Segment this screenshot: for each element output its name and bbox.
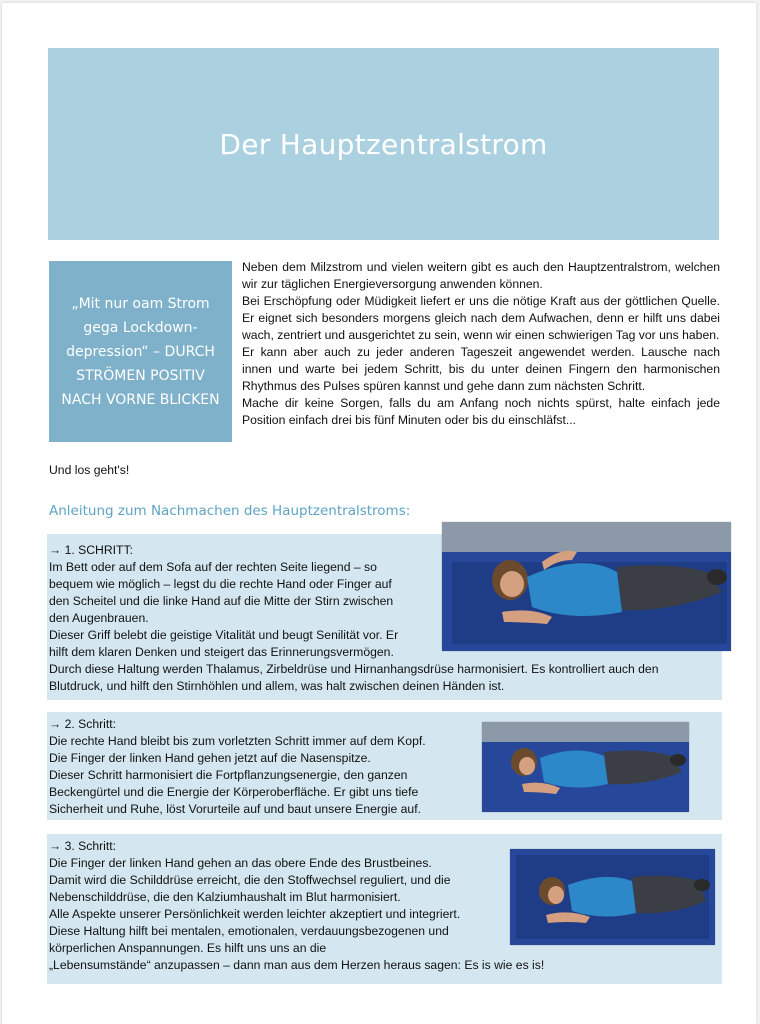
step-line: Die Finger der linken Hand gehen jetzt auf die Nasenspitze.	[49, 751, 371, 765]
step-1-photo	[442, 522, 731, 651]
instructions-heading: Anleitung zum Nachmachen des Hauptzentralstroms:	[49, 503, 411, 519]
quote-text: „Mit nur oam Strom gega Lockdown-depression“ – DURCH STRÖMEN POSITIV NACH VORNE BLICKEN	[61, 295, 220, 408]
step-line: „Lebensumstände“ anzupassen – dann man aus dem Herzen heraus sagen: Es is wie es is!	[49, 958, 545, 972]
step-3-photo	[510, 849, 715, 945]
step-line: Durch diese Haltung werden Thalamus, Zirbeldrüse und Hirnanhangsdrüse harmonisiert. Es kontrolliert auch den	[49, 662, 659, 676]
step-line: Im Bett oder auf dem Sofa auf der rechten Seite liegend – so	[49, 560, 377, 574]
step-line: hilft dem klaren Denken und steigert das Erinnerungsvermögen.	[49, 645, 394, 659]
step-line: Alle Aspekte unserer Persönlichkeit werden leichter akzeptiert und integriert.	[49, 907, 461, 921]
intro-paragraph: Mache dir keine Sorgen, falls du am Anfang noch nichts spürst, halte einfach jede Position einfach drei bis fünf Minuten oder bis du einschläfst...	[242, 396, 720, 427]
step-2-photo	[482, 722, 689, 812]
step-line: Dieser Griff belebt die geistige Vitalität und beugt Senilität vor. Er	[49, 628, 399, 642]
step-line: bequem wie möglich – legst du die rechte Hand oder Finger auf	[49, 577, 392, 591]
intro-paragraph: Neben dem Milzstrom und vielen weitern gibt es auch den Hauptzentralstrom, welchen wir zur täglichen Energieversorgung anwenden können.	[242, 260, 720, 291]
intro-text	[242, 259, 720, 429]
step-heading: → 3. Schritt:	[49, 839, 117, 853]
step-line: körperlichen Anspannungen. Es hilft uns uns an die	[49, 941, 327, 955]
step-line: Sicherheit und Ruhe, löst Vorurteile auf und baut unsere Energie auf.	[49, 802, 421, 816]
step-line: Nebenschilddrüse, die den Kalziumhaushalt im Blut harmonisiert.	[49, 890, 401, 904]
intro-paragraph: Bei Erschöpfung oder Müdigkeit liefert er uns die nötige Kraft aus der göttlichen Quelle. Er eignet sich besonders morgens gleich nach dem Aufwachen, denn er hilft uns dabei wach, zentriert und ausgerichtet zu sein, wenn wir einen schwierigen Tag vor uns haben.	[242, 294, 720, 342]
page-title: Der Hauptzentralstrom	[219, 127, 548, 161]
step-line: Damit wird die Schilddrüse erreicht, die den Stoffwechsel reguliert, und die	[49, 873, 451, 887]
step-line: den Scheitel und die linke Hand auf die Mitte der Stirn zwischen	[49, 594, 394, 608]
start-line: Und los geht's!	[49, 463, 130, 477]
step-line: Dieser Schritt harmonisiert die Fortpflanzungsenergie, den ganzen	[49, 768, 408, 782]
step-heading: → 2. Schritt:	[49, 717, 117, 731]
step-line: Beckengürtel und die Energie der Körperoberfläche. Er gibt uns tiefe	[49, 785, 419, 799]
step-heading: → 1. SCHRITT:	[49, 543, 133, 557]
step-line: den Augenbrauen.	[49, 611, 149, 625]
step-line: Die Finger der linken Hand gehen an das obere Ende des Brustbeines.	[49, 856, 432, 870]
document-page	[2, 3, 756, 1024]
step-line: Diese Haltung hilft bei mentalen, emotionalen, verdauungsbezogenen und	[49, 924, 449, 938]
step-line: Blutdruck, und hilft den Stirnhöhlen und allem, was halt zwischen deinen Händen ist.	[49, 679, 505, 693]
step-line: Die rechte Hand bleibt bis zum vorletzten Schritt immer auf dem Kopf.	[49, 734, 426, 748]
quote-box	[49, 261, 232, 442]
intro-paragraph: Er kann aber auch zu jeder anderen Tageszeit angewendet werden. Lausche nach innen und warte bei jedem Schritt, bis du unter deinen Fingern den harmonischen Rhythmus des Pulses spüren kannst und gehe dann zum nächsten Schritt.	[242, 345, 720, 393]
title-banner	[48, 48, 719, 240]
